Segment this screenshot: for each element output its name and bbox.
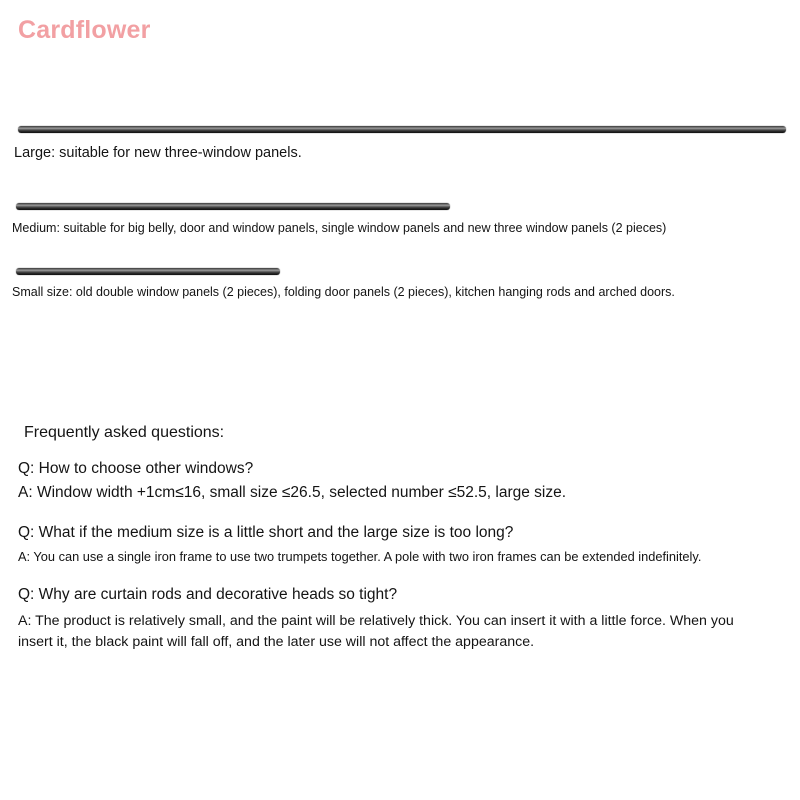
- faq-question: Q: What if the medium size is a little short and the large size is too long?: [18, 524, 514, 541]
- faq-answer: A: The product is relatively small, and the paint will be relatively thick. You can insert it with a little force. When you insert it, the black paint will fall off, and the later use will not affect the appearance.: [18, 613, 734, 650]
- curtain-rod-graphic-medium: [16, 203, 450, 210]
- faq-item: [0, 524, 800, 564]
- curtain-rod-graphic-small: [16, 268, 280, 275]
- faq-question: Q: How to choose other windows?: [18, 460, 254, 477]
- faq-answer: A: Window width +1cm≤16, small size ≤26.5, selected number ≤52.5, large size.: [18, 484, 567, 501]
- faq-question: Q: Why are curtain rods and decorative heads so tight?: [18, 586, 398, 603]
- rod-caption-small: Small size: old double window panels (2 pieces), folding door panels (2 pieces), kitchen hanging rods and arched doors.: [12, 285, 675, 299]
- brand-title: Cardflower: [18, 16, 151, 44]
- rod-item-small: [0, 268, 800, 299]
- rod-caption-medium: Medium: suitable for big belly, door and window panels, single window panels and new three window panels (2 pieces): [12, 221, 667, 235]
- faq-title: Frequently asked questions:: [24, 424, 225, 441]
- faq-item: [0, 586, 800, 652]
- faq-section: [0, 424, 800, 652]
- rod-caption-large: Large: suitable for new three-window panels.: [14, 145, 302, 161]
- rod-item-medium: [0, 203, 800, 235]
- faq-answer: A: You can use a single iron frame to use two trumpets together. A pole with two iron frames can be extended indefinitely.: [18, 549, 702, 564]
- faq-item: [0, 460, 800, 502]
- rod-item-large: [0, 126, 800, 161]
- curtain-rod-graphic-large: [18, 126, 786, 133]
